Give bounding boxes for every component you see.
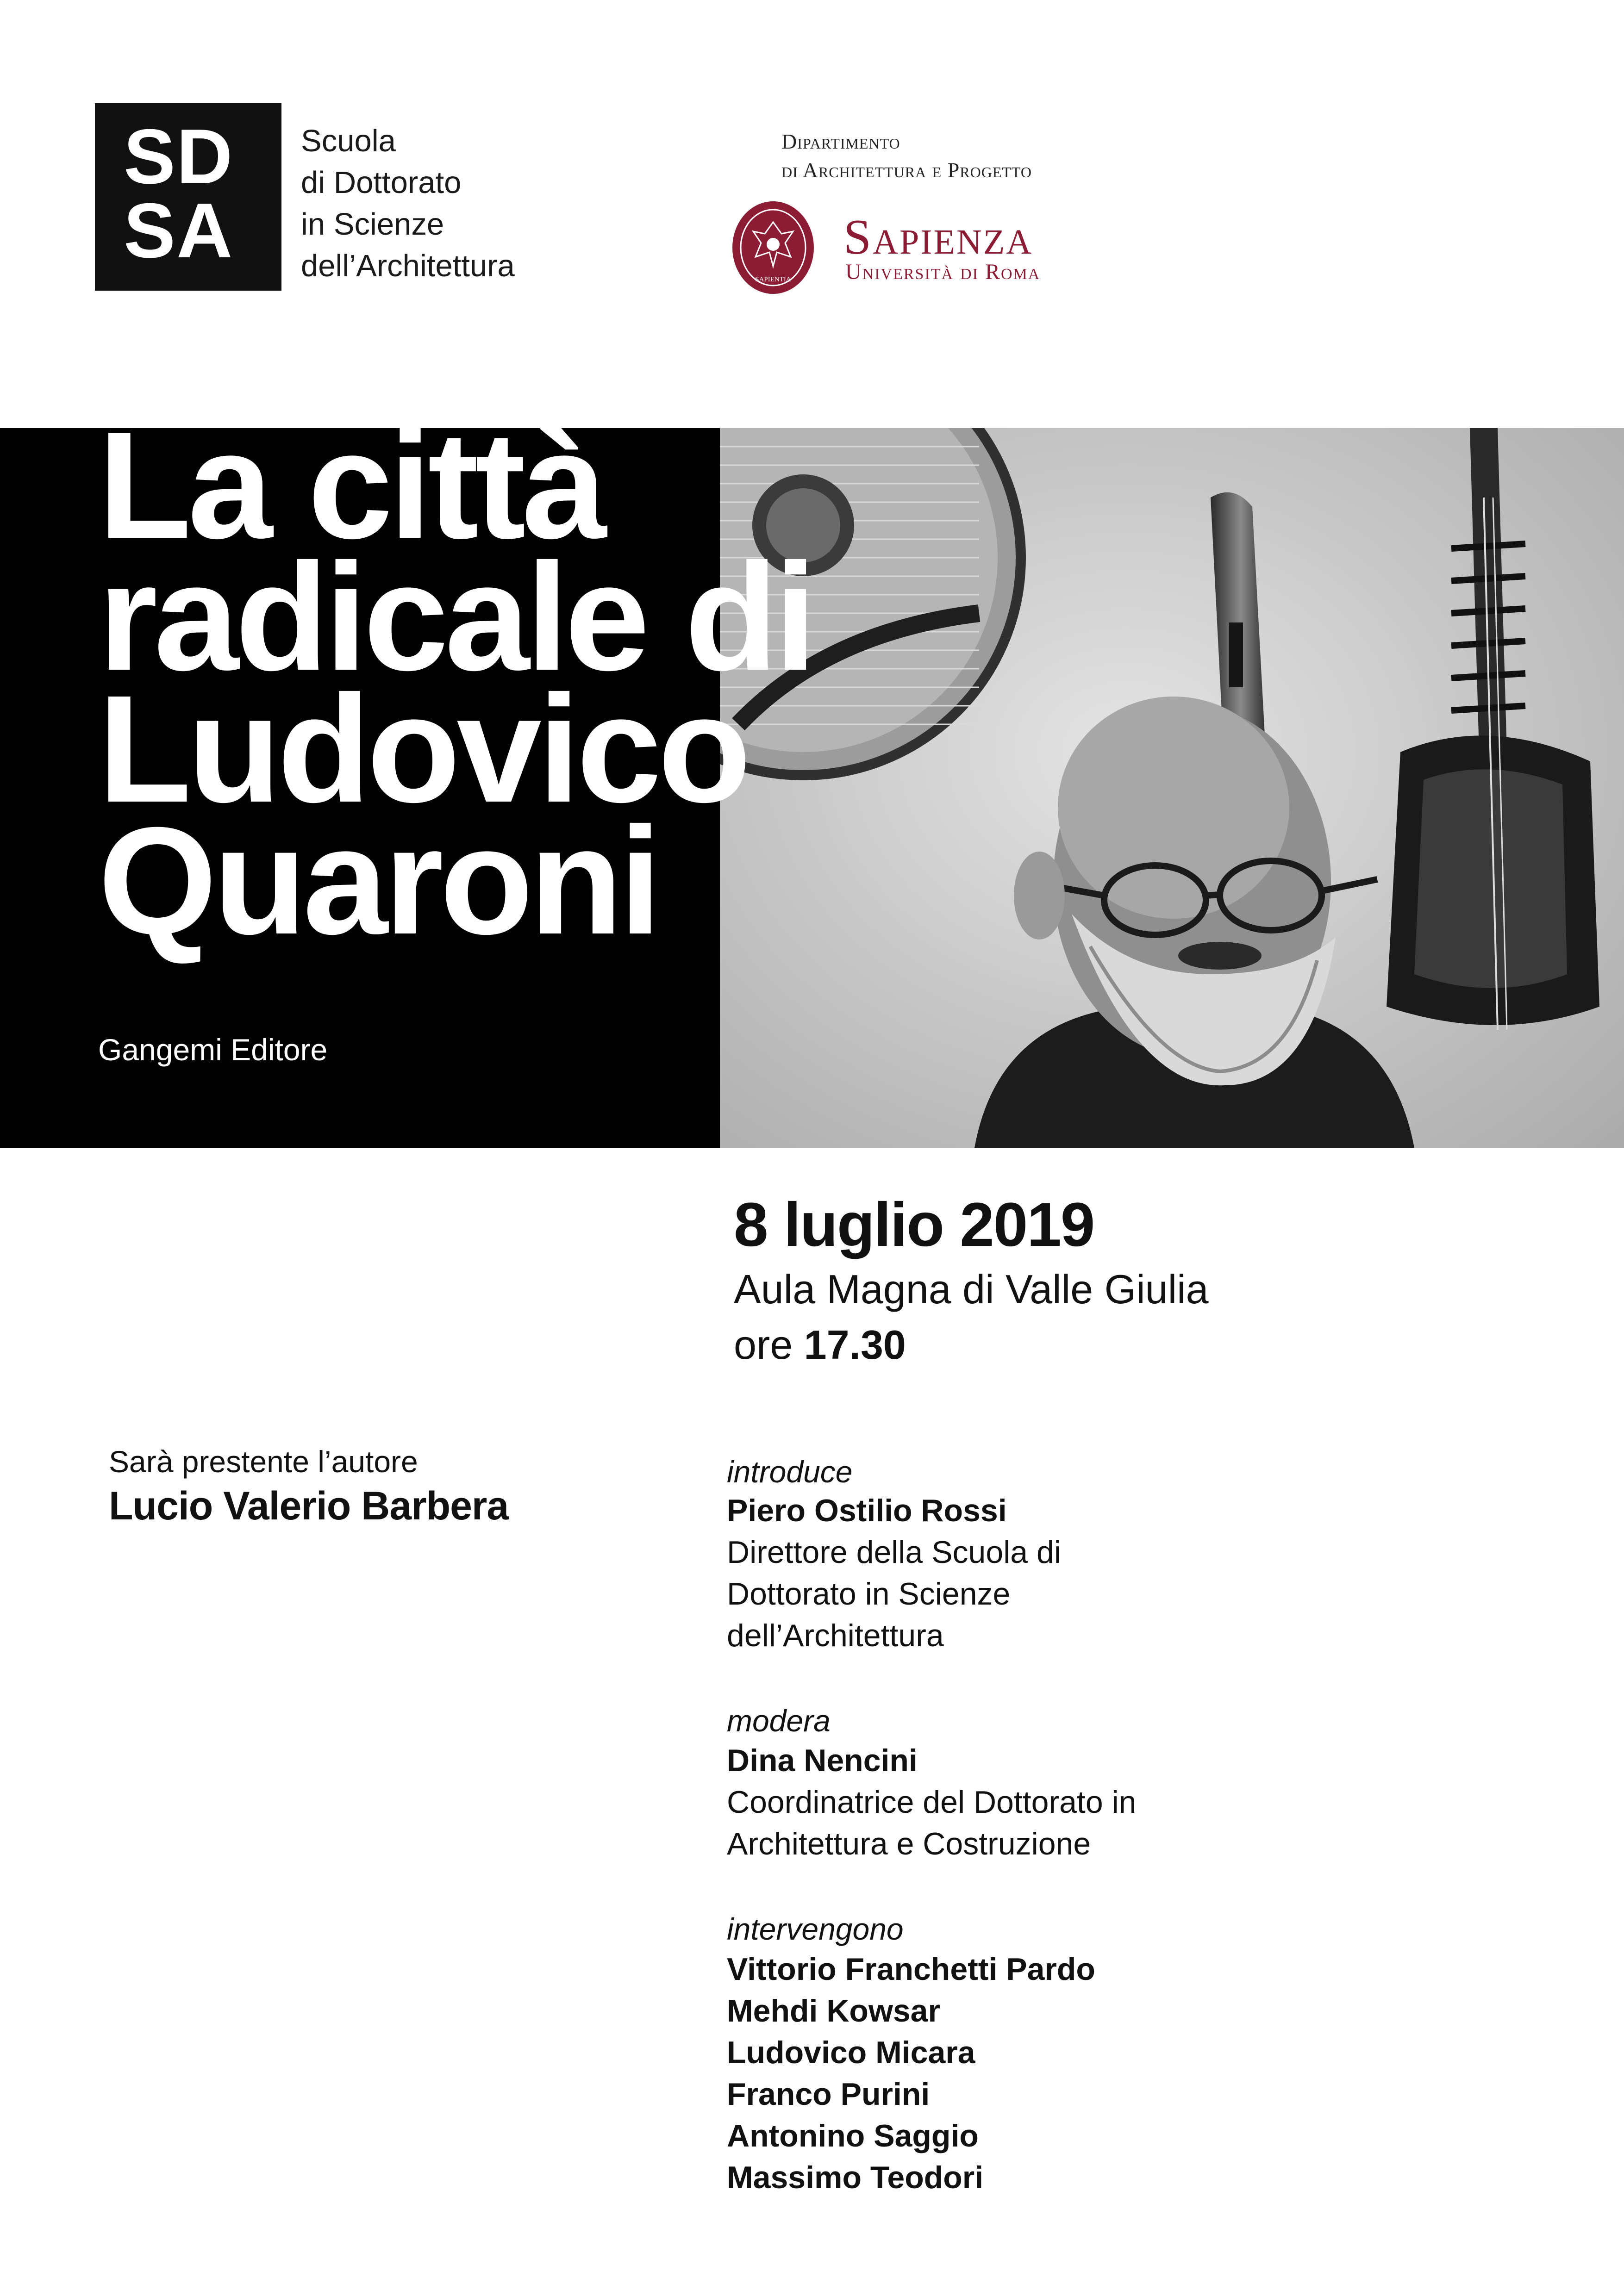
moderator-description-line: Architettura e Costruzione: [727, 1826, 1091, 1861]
book-title-line: Quaroni: [98, 795, 658, 966]
speaker-name: Ludovico Micara: [727, 2035, 975, 2070]
department-name: [781, 127, 1032, 185]
sdsa-logo-mark: [95, 103, 281, 291]
sdsa-logo-text: [301, 120, 515, 287]
sdsa-text-line: di Dottorato: [301, 165, 462, 200]
role-label: intervengono: [727, 1912, 904, 1946]
university-subtitle: Università di Roma: [845, 260, 1041, 284]
author-name: Lucio Valerio Barbera: [109, 1484, 509, 1528]
event-time-prefix: ore: [734, 1322, 793, 1368]
portrait-photo: [720, 428, 1624, 1148]
event-time: [734, 1321, 906, 1369]
moderator-name: Dina Nencini: [727, 1743, 918, 1778]
speaker-name: Vittorio Franchetti Pardo: [727, 1952, 1095, 1987]
speaker-name: Franco Purini: [727, 2077, 930, 2112]
moderator-description-line: Coordinatrice del Dottorato in: [727, 1785, 1137, 1820]
moderator: [727, 1742, 1136, 1862]
book-title-line: radicale di: [98, 531, 813, 702]
sapienza-seal-icon: [731, 199, 816, 296]
event-time-value: 17.30: [804, 1322, 906, 1368]
role-intervengono: [727, 1911, 904, 1947]
role-label: introduce: [727, 1455, 853, 1489]
speaker-name: Mehdi Kowsar: [727, 1993, 940, 2028]
speaker-list: [727, 1948, 1095, 2198]
introducer: [727, 1493, 1061, 1654]
role-modera: [727, 1703, 831, 1738]
sdsa-text-line: Scuola: [301, 124, 396, 158]
book-title-line: La città: [98, 399, 604, 570]
department-line1: Dipartimento: [781, 130, 900, 153]
event-venue: Aula Magna di Valle Giulia: [734, 1266, 1209, 1312]
role-label: modera: [727, 1704, 831, 1738]
introducer-description-line: Dottorato in Scienze: [727, 1576, 1011, 1612]
university-name: Sapienza: [843, 210, 1033, 265]
sdsa-text-line: dell’Architettura: [301, 249, 515, 283]
speaker-name: Massimo Teodori: [727, 2160, 984, 2195]
seal-text: SAPIENTIA: [755, 276, 791, 283]
role-introduce: [727, 1454, 853, 1489]
event-date: 8 luglio 2019: [734, 1190, 1094, 1259]
publisher-name: Gangemi Editore: [98, 1033, 328, 1067]
introducer-description-line: dell’Architettura: [727, 1618, 944, 1653]
sdsa-text-line: in Scienze: [301, 207, 444, 242]
introducer-name: Piero Ostilio Rossi: [727, 1493, 1007, 1528]
speaker-name: Antonino Saggio: [727, 2118, 979, 2153]
sdsa-logo-line1: SD: [124, 113, 234, 200]
book-title-line: Ludovico: [98, 663, 748, 834]
introducer-description-line: Direttore della Scuola di: [727, 1535, 1061, 1570]
department-line2: di Architettura e Progetto: [781, 158, 1032, 182]
book-title: [98, 399, 813, 966]
sdsa-logo-line2: SA: [124, 187, 234, 274]
author-label: Sarà prestente l’autore: [109, 1444, 418, 1479]
